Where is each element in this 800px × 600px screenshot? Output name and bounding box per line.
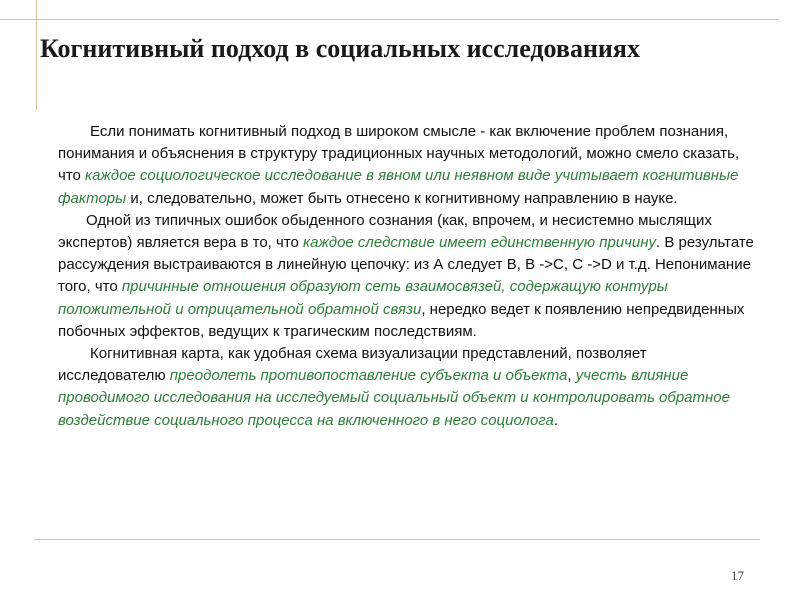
text-segment: и, следовательно, может быть отнесено к когнитивному направлению в науке.	[126, 189, 678, 207]
page-number: 17	[731, 568, 744, 583]
emphasis-segment: преодолеть противопоставление субъекта и объекта	[169, 367, 568, 385]
text-segment: , нередко ведет к появлению непредвиденных побочных эффектов, ведущих к трагическим последствиям.	[58, 300, 745, 340]
paragraph-cognitive-approach	[58, 121, 758, 210]
paragraph-cognitive-map	[58, 343, 758, 432]
emphasis-segment: каждое социологическое исследование в явном или неявном виде учитывает когнитивные факторы	[58, 167, 739, 207]
top-divider	[0, 19, 778, 20]
text-segment: . В результате рассуждения выстраиваются в линейную цепочку: из А следует В, В ->С, С ->D и т.д. Непонимание того, что	[58, 234, 754, 296]
slide-body	[58, 121, 758, 432]
bottom-divider	[34, 539, 760, 540]
text-segment: Когнитивная карта, как удобная схема визуализации представлений, позволяет исследователю	[58, 345, 647, 385]
slide-title: Когнитивный подход в социальных исследованиях	[40, 34, 640, 63]
left-divider	[36, 0, 37, 110]
text-segment: Одной из типичных ошибок обыденного сознания (как, впрочем, и несистемно мыслящих экспертов) является вера в то, что	[58, 211, 712, 252]
text-segment: Если понимать когнитивный подход в широком смысле - как включение проблем познания, понимания и объяснения в структуру традиционных научных методологий, можно смело сказать, что	[58, 123, 740, 185]
text-segment: .	[553, 411, 559, 429]
emphasis-segment: учесть влияние проводимого исследования на исследуемый социальный объект и контролировать обратное воздействие социального процесса на включенного в него социолога	[58, 367, 730, 429]
text-segment: ,	[567, 367, 576, 385]
emphasis-segment: причинные отношения образуют сеть взаимосвязей, содержащую контуры положительной и отрицательной обратной связи	[58, 278, 668, 318]
emphasis-segment: каждое следствие имеет единственную причину	[303, 234, 656, 252]
paragraph-causality-error	[58, 210, 758, 343]
